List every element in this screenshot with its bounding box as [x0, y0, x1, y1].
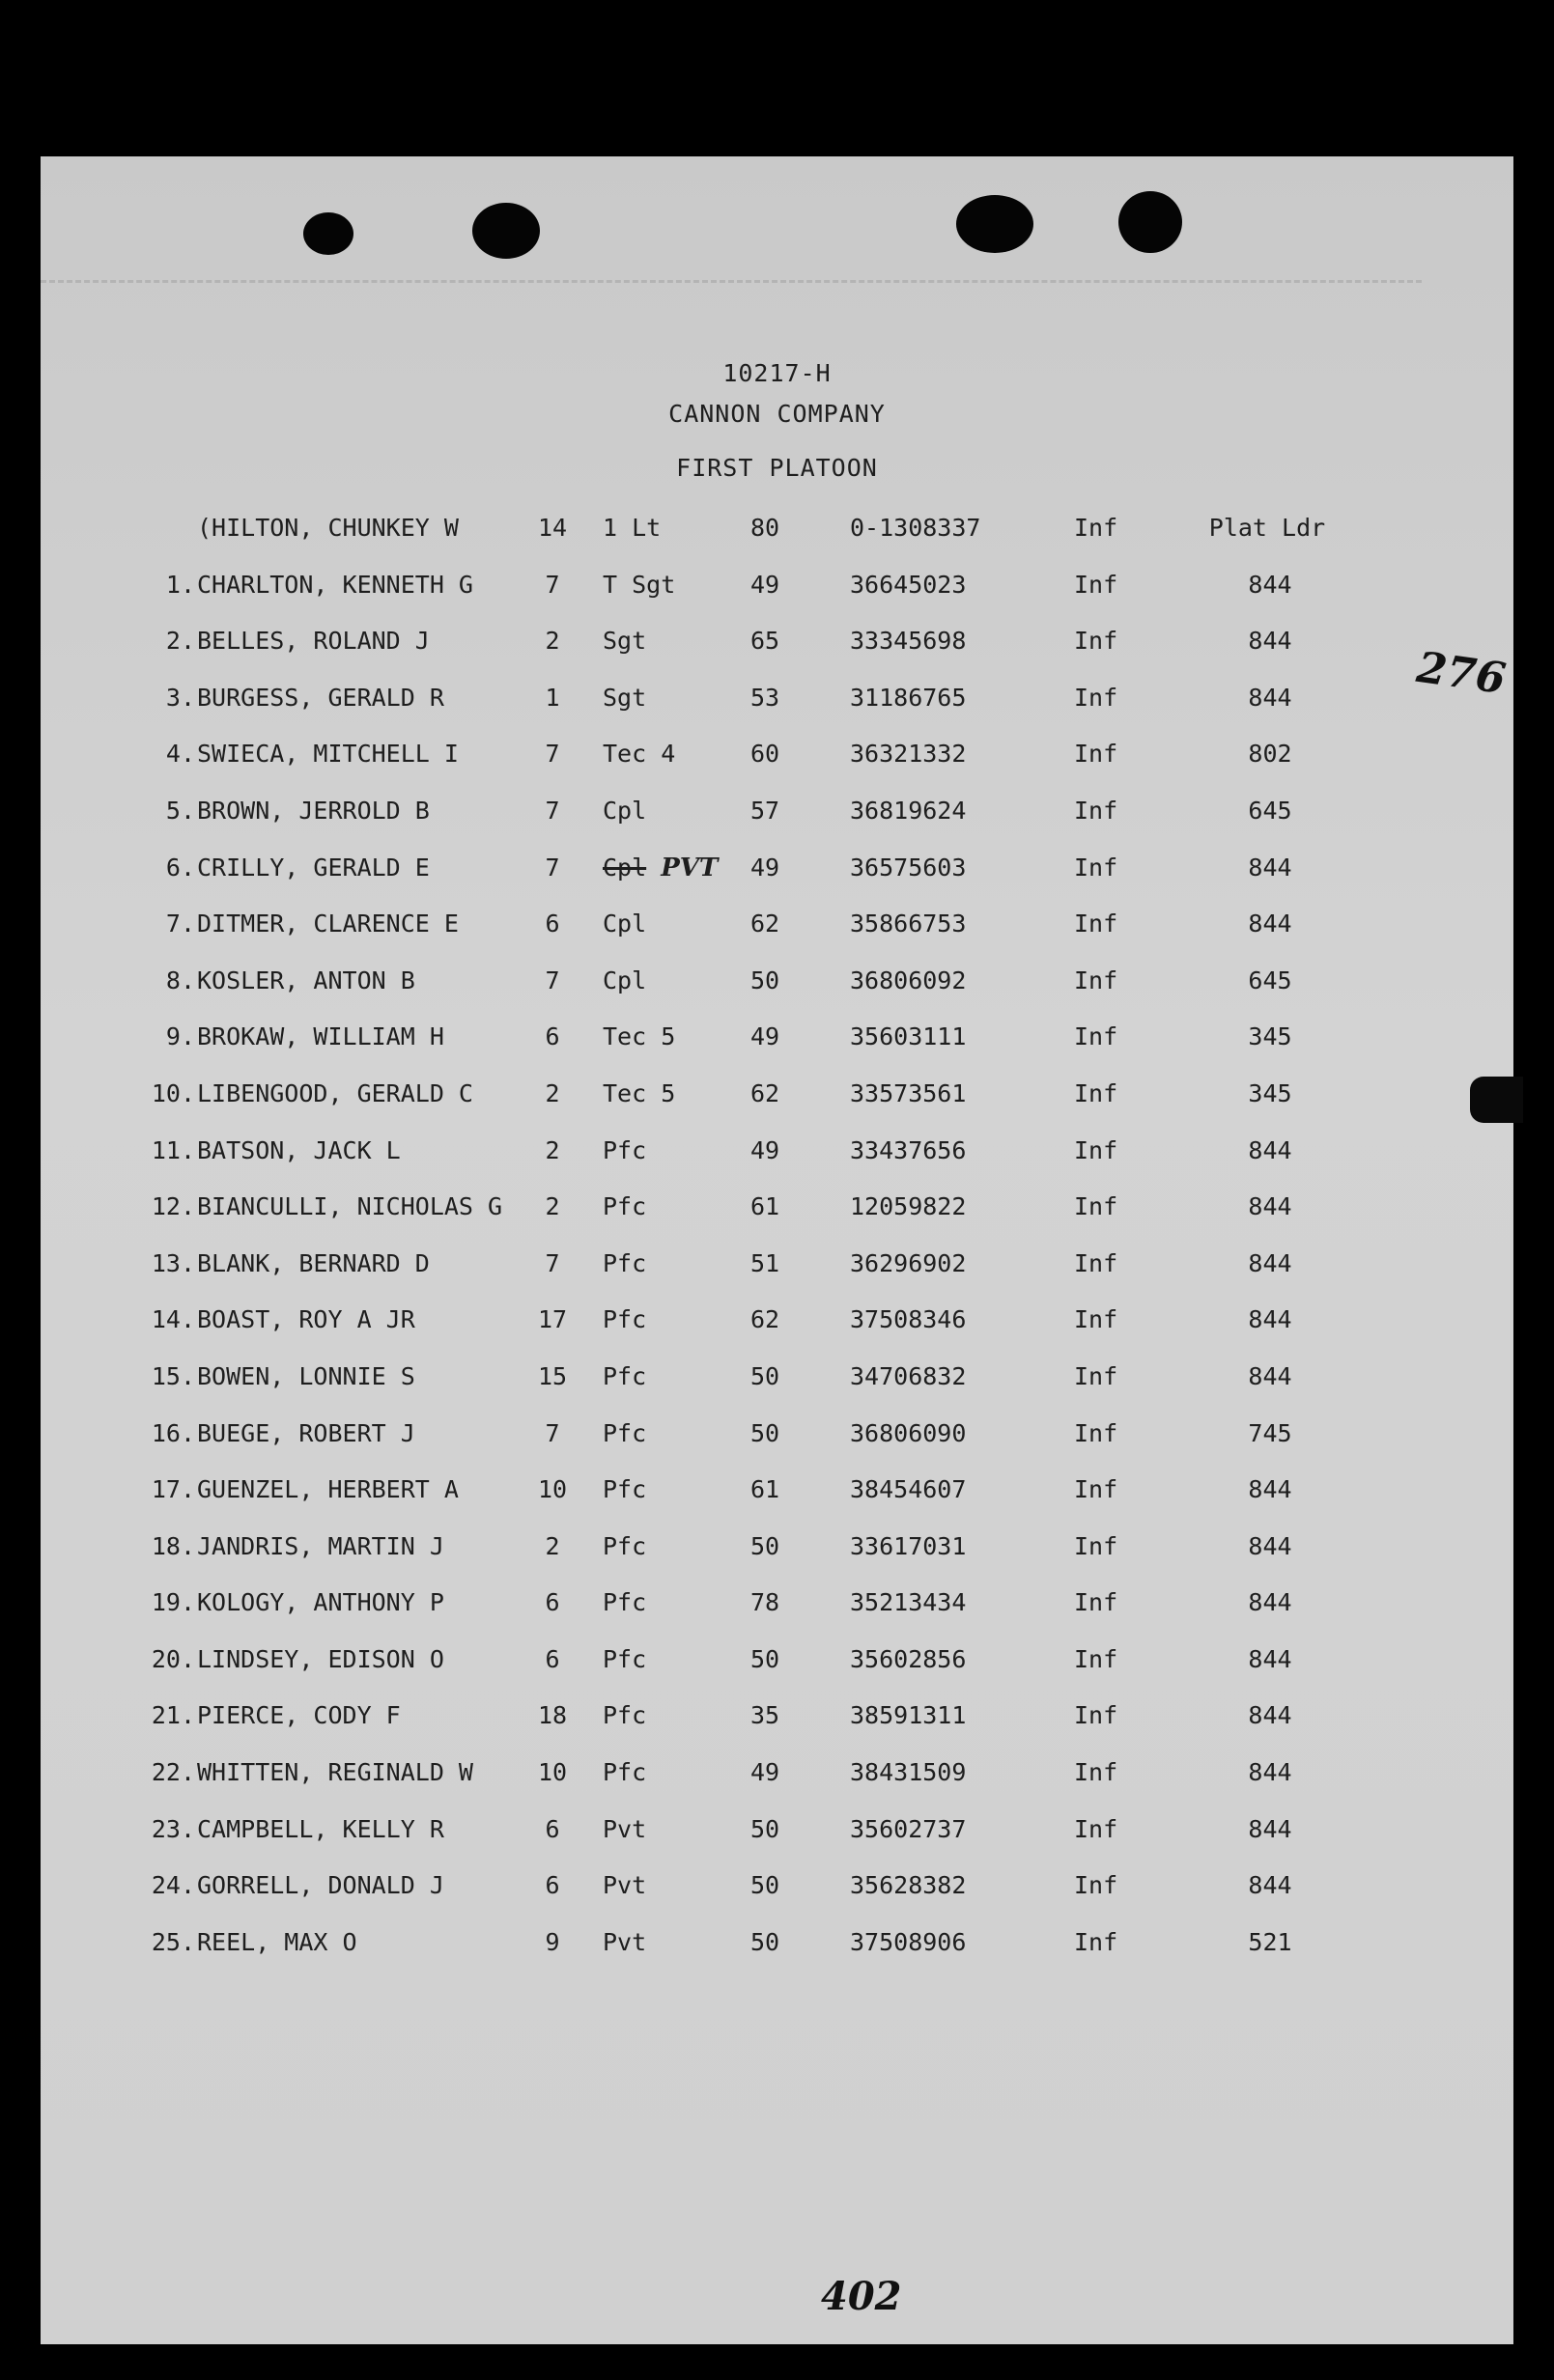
rank: Cpl	[603, 966, 647, 994]
soldier-name: KOSLER, ANTON B	[197, 966, 415, 994]
age: 50	[749, 1418, 780, 1447]
grade: 1	[545, 683, 560, 712]
age: 51	[749, 1248, 780, 1277]
rank: Pvt	[603, 1871, 647, 1900]
grade: 2	[545, 1192, 560, 1221]
rank: Pfc	[603, 1248, 647, 1277]
rank: Pvt	[603, 1814, 647, 1843]
table-row	[41, 1871, 1513, 1928]
soldier-name: BOAST, ROY A JR	[197, 1305, 415, 1334]
row-number: 20.	[151, 1644, 195, 1673]
soldier-name: WHITTEN, REGINALD W	[197, 1758, 473, 1787]
mos: 844	[1248, 683, 1292, 712]
handwritten-footer-number: 402	[821, 2274, 902, 2319]
grade: 6	[545, 1871, 560, 1900]
table-row	[41, 1588, 1513, 1645]
serial-number: 38591311	[850, 1701, 967, 1730]
serial-number: 36819624	[850, 796, 967, 825]
soldier-name: SWIECA, MITCHELL I	[197, 740, 459, 769]
handwritten-rank: PVT	[661, 853, 719, 882]
soldier-name: BIANCULLI, NICHOLAS G	[197, 1192, 503, 1221]
officer-age: 80	[749, 514, 780, 542]
row-number: 15.	[151, 1361, 195, 1390]
serial-number: 35628382	[850, 1871, 967, 1900]
grade: 10	[537, 1475, 568, 1504]
serial-number: 33617031	[850, 1531, 967, 1560]
soldier-name: BOWEN, LONNIE S	[197, 1361, 415, 1390]
mos: 802	[1248, 740, 1292, 769]
age: 61	[749, 1192, 780, 1221]
mos: 345	[1248, 1022, 1292, 1051]
soldier-name: BROKAW, WILLIAM H	[197, 1022, 444, 1051]
rank: Pfc	[603, 1588, 647, 1617]
soldier-name: LIBENGOOD, GERALD C	[197, 1078, 473, 1107]
grade: 2	[545, 1531, 560, 1560]
age: 49	[749, 1135, 780, 1164]
age: 65	[749, 627, 780, 656]
grade: 6	[545, 1644, 560, 1673]
row-number: 22.	[151, 1758, 195, 1787]
serial-number: 35866753	[850, 910, 967, 938]
age: 50	[749, 1531, 780, 1560]
rank: Cpl	[603, 796, 647, 825]
grade: 2	[545, 1135, 560, 1164]
soldier-name: CHARLTON, KENNETH G	[197, 570, 473, 599]
row-number: 8.	[165, 966, 195, 994]
table-row	[41, 1305, 1513, 1362]
mos: 645	[1248, 796, 1292, 825]
rank: Tec 4	[603, 740, 676, 769]
row-number: 7.	[165, 910, 195, 938]
grade: 2	[545, 627, 560, 656]
rank: T Sgt	[603, 570, 676, 599]
grade: 17	[537, 1305, 568, 1334]
table-row	[41, 1815, 1513, 1872]
grade: 7	[545, 1418, 560, 1447]
mos: 844	[1248, 1248, 1292, 1277]
age: 50	[749, 1644, 780, 1673]
serial-number: 36806090	[850, 1418, 967, 1447]
serial-number: 38454607	[850, 1475, 967, 1504]
mos: 844	[1248, 570, 1292, 599]
rank: Pvt	[603, 1927, 647, 1956]
row-number: 14.	[151, 1305, 195, 1334]
serial-number: 37508346	[850, 1305, 967, 1334]
rank: Pfc	[603, 1758, 647, 1787]
officer-rank: 1 Lt	[603, 514, 662, 542]
soldier-name: JANDRIS, MARTIN J	[197, 1531, 444, 1560]
age: 49	[749, 853, 780, 882]
serial-number: 38431509	[850, 1758, 967, 1787]
officer-mos: Plat Ldr	[1208, 514, 1326, 542]
table-row	[41, 684, 1513, 741]
branch: Inf	[1074, 1758, 1118, 1787]
branch: Inf	[1074, 1644, 1118, 1673]
serial-number: 34706832	[850, 1361, 967, 1390]
soldier-name: KOLOGY, ANTHONY P	[197, 1588, 444, 1617]
officer-grade: 14	[537, 514, 568, 542]
table-row	[41, 1419, 1513, 1476]
rank: Pfc	[603, 1475, 647, 1504]
table-row	[41, 1362, 1513, 1419]
serial-number: 35603111	[850, 1022, 967, 1051]
branch: Inf	[1074, 627, 1118, 656]
rank: Pfc	[603, 1531, 647, 1560]
row-number: 16.	[151, 1418, 195, 1447]
soldier-name: BUEGE, ROBERT J	[197, 1418, 415, 1447]
row-number: 11.	[151, 1135, 195, 1164]
row-number: 12.	[151, 1192, 195, 1221]
age: 50	[749, 1871, 780, 1900]
table-row	[41, 1645, 1513, 1702]
age: 61	[749, 1475, 780, 1504]
grade: 7	[545, 966, 560, 994]
table-row	[41, 854, 1513, 910]
row-number: 19.	[151, 1588, 195, 1617]
rank: Sgt	[603, 683, 647, 712]
officer-name: (HILTON, CHUNKEY W	[197, 514, 459, 542]
soldier-name: GUENZEL, HERBERT A	[197, 1475, 459, 1504]
table-row	[41, 1079, 1513, 1136]
row-number: 9.	[165, 1022, 195, 1051]
age: 49	[749, 1022, 780, 1051]
row-number: 17.	[151, 1475, 195, 1504]
serial-number: 31186765	[850, 683, 967, 712]
mos: 345	[1248, 1078, 1292, 1107]
table-row	[41, 910, 1513, 966]
mos: 844	[1248, 1361, 1292, 1390]
soldier-name: BURGESS, GERALD R	[197, 683, 444, 712]
row-number: 1.	[165, 570, 195, 599]
grade: 7	[545, 853, 560, 882]
fold-line	[41, 280, 1422, 283]
row-number: 6.	[165, 853, 195, 882]
branch: Inf	[1074, 1418, 1118, 1447]
serial-number: 33345698	[850, 627, 967, 656]
serial-number: 35213434	[850, 1588, 967, 1617]
mos: 645	[1248, 966, 1292, 994]
table-row	[41, 1758, 1513, 1815]
section-title: FIRST PLATOON	[676, 454, 878, 482]
soldier-name: CRILLY, GERALD E	[197, 853, 430, 882]
branch: Inf	[1074, 1078, 1118, 1107]
serial-number: 36321332	[850, 740, 967, 769]
age: 57	[749, 796, 780, 825]
grade: 2	[545, 1078, 560, 1107]
grade: 7	[545, 740, 560, 769]
grade: 7	[545, 570, 560, 599]
age: 62	[749, 910, 780, 938]
serial-number: 33437656	[850, 1135, 967, 1164]
branch: Inf	[1074, 910, 1118, 938]
soldier-name: LINDSEY, EDISON O	[197, 1644, 444, 1673]
branch: Inf	[1074, 1305, 1118, 1334]
rank-corrected	[603, 854, 718, 882]
soldier-name: BROWN, JERROLD B	[197, 796, 430, 825]
serial-number: 36645023	[850, 570, 967, 599]
rank: Pfc	[603, 1305, 647, 1334]
grade: 7	[545, 1248, 560, 1277]
punch-hole-3	[956, 195, 1033, 253]
mos: 844	[1248, 1644, 1292, 1673]
branch: Inf	[1074, 1588, 1118, 1617]
table-row	[41, 1022, 1513, 1079]
branch: Inf	[1074, 1531, 1118, 1560]
punch-hole-2	[472, 203, 540, 259]
mos: 745	[1248, 1418, 1292, 1447]
branch: Inf	[1074, 1192, 1118, 1221]
table-row	[41, 1192, 1513, 1249]
mos: 844	[1248, 1588, 1292, 1617]
officer-serial: 0-1308337	[850, 514, 981, 542]
soldier-name: BLANK, BERNARD D	[197, 1248, 430, 1277]
grade: 10	[537, 1758, 568, 1787]
rank: Pfc	[603, 1418, 647, 1447]
mos: 844	[1248, 1305, 1292, 1334]
mos: 844	[1248, 1814, 1292, 1843]
branch: Inf	[1074, 740, 1118, 769]
mos: 844	[1248, 853, 1292, 882]
age: 49	[749, 1758, 780, 1787]
table-row	[41, 797, 1513, 854]
grade: 6	[545, 1022, 560, 1051]
age: 50	[749, 966, 780, 994]
branch: Inf	[1074, 1361, 1118, 1390]
officer-row	[41, 514, 1513, 571]
serial-number: 35602737	[850, 1814, 967, 1843]
soldier-name: DITMER, CLARENCE E	[197, 910, 459, 938]
branch: Inf	[1074, 1475, 1118, 1504]
row-number: 10.	[151, 1078, 195, 1107]
serial-number: 35602856	[850, 1644, 967, 1673]
row-number: 24.	[151, 1871, 195, 1900]
row-number: 5.	[165, 796, 195, 825]
rank: Sgt	[603, 627, 647, 656]
branch: Inf	[1074, 966, 1118, 994]
mos: 844	[1248, 1192, 1292, 1221]
branch: Inf	[1074, 1248, 1118, 1277]
age: 78	[749, 1588, 780, 1617]
grade: 6	[545, 1814, 560, 1843]
mos: 844	[1248, 1871, 1292, 1900]
branch: Inf	[1074, 683, 1118, 712]
branch: Inf	[1074, 1814, 1118, 1843]
age: 50	[749, 1361, 780, 1390]
grade: 18	[537, 1701, 568, 1730]
grade: 6	[545, 1588, 560, 1617]
mos: 844	[1248, 1475, 1292, 1504]
table-row	[41, 1701, 1513, 1758]
branch: Inf	[1074, 1871, 1118, 1900]
row-number: 18.	[151, 1531, 195, 1560]
row-number: 21.	[151, 1701, 195, 1730]
document-page	[41, 156, 1513, 2344]
branch: Inf	[1074, 1022, 1118, 1051]
mos: 844	[1248, 1758, 1292, 1787]
soldier-name: BELLES, ROLAND J	[197, 627, 430, 656]
rank: Pfc	[603, 1135, 647, 1164]
branch: Inf	[1074, 1135, 1118, 1164]
officer-branch: Inf	[1074, 514, 1118, 542]
branch: Inf	[1074, 570, 1118, 599]
row-number: 2.	[165, 627, 195, 656]
serial-number: 12059822	[850, 1192, 967, 1221]
soldier-name: GORRELL, DONALD J	[197, 1871, 444, 1900]
row-number: 25.	[151, 1927, 195, 1956]
row-number: 4.	[165, 740, 195, 769]
grade: 6	[545, 910, 560, 938]
roster-table	[41, 514, 1513, 1984]
rank: Tec 5	[603, 1078, 676, 1107]
table-row	[41, 627, 1513, 684]
mos: 844	[1248, 1531, 1292, 1560]
branch: Inf	[1074, 853, 1118, 882]
grade: 7	[545, 796, 560, 825]
file-number: 10217-H	[722, 359, 832, 387]
grade: 15	[537, 1361, 568, 1390]
mos: 844	[1248, 1701, 1292, 1730]
row-number: 23.	[151, 1814, 195, 1843]
age: 60	[749, 740, 780, 769]
table-row	[41, 1249, 1513, 1306]
branch: Inf	[1074, 1701, 1118, 1730]
row-number: 3.	[165, 683, 195, 712]
age: 62	[749, 1078, 780, 1107]
unit-title: CANNON COMPANY	[668, 400, 886, 428]
rank: Pfc	[603, 1701, 647, 1730]
handwritten-margin-number: 276	[1413, 642, 1509, 705]
rank: Pfc	[603, 1192, 647, 1221]
table-row	[41, 740, 1513, 797]
serial-number: 36296902	[850, 1248, 967, 1277]
age: 49	[749, 570, 780, 599]
soldier-name: REEL, MAX O	[197, 1927, 357, 1956]
rank: Pfc	[603, 1644, 647, 1673]
soldier-name: BATSON, JACK L	[197, 1135, 401, 1164]
age: 62	[749, 1305, 780, 1334]
mos: 844	[1248, 1135, 1292, 1164]
serial-number: 37508906	[850, 1927, 967, 1956]
serial-number: 36575603	[850, 853, 967, 882]
rank: Pfc	[603, 1361, 647, 1390]
struck-rank: Cpl	[603, 853, 647, 882]
rank: Cpl	[603, 910, 647, 938]
punch-hole-4	[1118, 191, 1182, 253]
table-row	[41, 1136, 1513, 1193]
branch: Inf	[1074, 796, 1118, 825]
serial-number: 36806092	[850, 966, 967, 994]
age: 50	[749, 1814, 780, 1843]
table-row	[41, 1532, 1513, 1589]
mos: 521	[1248, 1927, 1292, 1956]
age: 35	[749, 1701, 780, 1730]
table-row	[41, 966, 1513, 1023]
rank: Tec 5	[603, 1022, 676, 1051]
soldier-name: CAMPBELL, KELLY R	[197, 1814, 444, 1843]
grade: 9	[545, 1927, 560, 1956]
mos: 844	[1248, 910, 1292, 938]
age: 50	[749, 1927, 780, 1956]
punch-hole-1	[303, 212, 353, 255]
age: 53	[749, 683, 780, 712]
soldier-name: PIERCE, CODY F	[197, 1701, 401, 1730]
table-row	[41, 571, 1513, 628]
table-row	[41, 1475, 1513, 1532]
branch: Inf	[1074, 1927, 1118, 1956]
row-number: 13.	[151, 1248, 195, 1277]
serial-number: 33573561	[850, 1078, 967, 1107]
mos: 844	[1248, 627, 1292, 656]
table-row	[41, 1928, 1513, 1985]
